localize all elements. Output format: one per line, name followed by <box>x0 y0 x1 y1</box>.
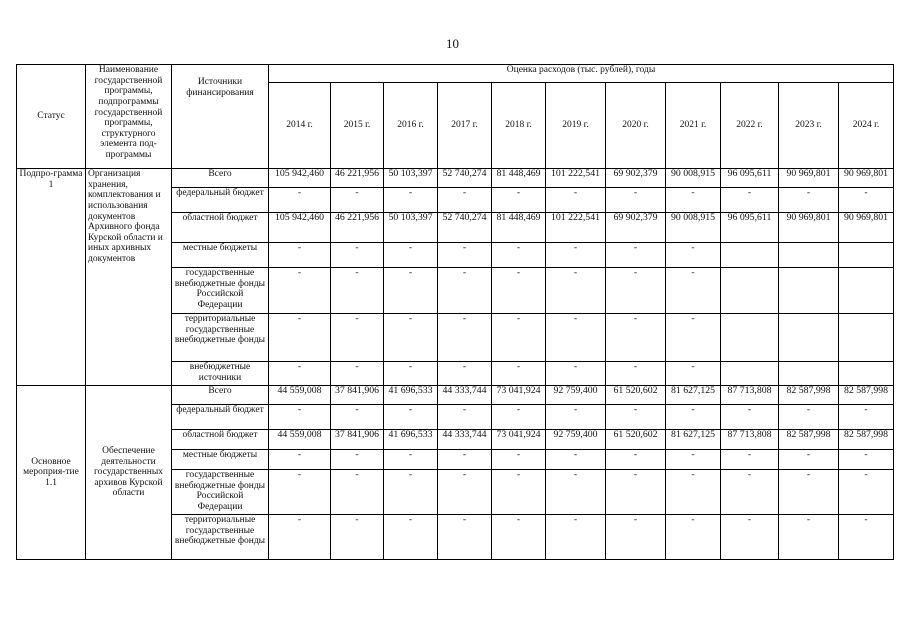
value-cell: 87 713,808 <box>721 430 779 450</box>
value-cell <box>839 362 894 386</box>
value-cell: 82 587,998 <box>839 430 894 450</box>
value-cell <box>721 243 779 268</box>
value-cell: 90 969,801 <box>839 213 894 243</box>
value-cell: 46 221,956 <box>331 213 384 243</box>
value-cell: - <box>331 268 384 314</box>
value-cell: - <box>546 362 606 386</box>
value-cell: - <box>839 405 894 430</box>
header-year: 2024 г. <box>839 83 894 169</box>
header-year: 2021 г. <box>666 83 721 169</box>
value-cell: - <box>384 515 438 560</box>
value-cell: - <box>269 314 331 362</box>
value-cell: - <box>438 243 492 268</box>
value-cell: 90 969,801 <box>779 213 839 243</box>
value-cell: - <box>331 515 384 560</box>
value-cell: - <box>331 450 384 470</box>
value-cell: - <box>546 450 606 470</box>
value-cell: - <box>438 362 492 386</box>
header-year: 2022 г. <box>721 83 779 169</box>
value-cell: - <box>721 470 779 515</box>
value-cell: 81 448,469 <box>492 169 546 188</box>
header-year: 2018 г. <box>492 83 546 169</box>
funding-source: федеральный бюджет <box>172 188 269 213</box>
header-estimate: Оценка расходов (тыс. рублей), годы <box>269 65 894 83</box>
value-cell: - <box>492 188 546 213</box>
value-cell: - <box>839 470 894 515</box>
value-cell: 90 008,915 <box>666 213 721 243</box>
value-cell: 61 520,602 <box>606 386 666 405</box>
value-cell: - <box>269 450 331 470</box>
value-cell: 81 448,469 <box>492 213 546 243</box>
value-cell: - <box>331 314 384 362</box>
value-cell: - <box>606 188 666 213</box>
value-cell: - <box>666 243 721 268</box>
value-cell: 52 740,274 <box>438 213 492 243</box>
value-cell: - <box>269 188 331 213</box>
funding-source: территориальные государственные внебюджетные фонды <box>172 515 269 560</box>
value-cell: - <box>666 188 721 213</box>
value-cell <box>779 268 839 314</box>
funding-source: федеральный бюджет <box>172 405 269 430</box>
value-cell <box>779 243 839 268</box>
header-year: 2017 г. <box>438 83 492 169</box>
value-cell: - <box>438 268 492 314</box>
budget-table <box>16 64 894 560</box>
value-cell: 101 222,541 <box>546 213 606 243</box>
value-cell: - <box>438 470 492 515</box>
value-cell <box>839 314 894 362</box>
funding-source: местные бюджеты <box>172 450 269 470</box>
value-cell: - <box>546 268 606 314</box>
value-cell: - <box>269 405 331 430</box>
value-cell: 90 969,801 <box>839 169 894 188</box>
row-name: Организация хранения, комплектования и использования документов Архивного фонда Курской области и иных архивных документов <box>86 169 172 386</box>
value-cell: - <box>666 314 721 362</box>
value-cell: 69 902,379 <box>606 213 666 243</box>
value-cell: - <box>384 188 438 213</box>
value-cell: - <box>384 405 438 430</box>
value-cell: 81 627,125 <box>666 386 721 405</box>
value-cell: - <box>269 243 331 268</box>
value-cell: 69 902,379 <box>606 169 666 188</box>
value-cell: - <box>331 188 384 213</box>
value-cell: - <box>492 515 546 560</box>
value-cell: - <box>606 243 666 268</box>
header-year: 2020 г. <box>606 83 666 169</box>
value-cell: - <box>438 188 492 213</box>
value-cell <box>779 362 839 386</box>
value-cell: - <box>492 362 546 386</box>
value-cell: 46 221,956 <box>331 169 384 188</box>
value-cell: - <box>331 470 384 515</box>
funding-source: Всего <box>172 386 269 405</box>
value-cell: 105 942,460 <box>269 213 331 243</box>
value-cell: 44 333,744 <box>438 430 492 450</box>
value-cell: - <box>384 243 438 268</box>
value-cell: - <box>606 314 666 362</box>
value-cell: - <box>546 515 606 560</box>
value-cell: - <box>438 515 492 560</box>
value-cell: - <box>546 243 606 268</box>
value-cell: - <box>546 188 606 213</box>
value-cell: 96 095,611 <box>721 213 779 243</box>
value-cell: - <box>606 362 666 386</box>
value-cell: - <box>269 268 331 314</box>
value-cell: 50 103,397 <box>384 169 438 188</box>
value-cell: - <box>606 515 666 560</box>
header-year: 2015 г. <box>331 83 384 169</box>
value-cell: - <box>666 450 721 470</box>
value-cell: - <box>438 405 492 430</box>
value-cell: 92 759,400 <box>546 386 606 405</box>
table-body <box>17 65 894 560</box>
value-cell: - <box>546 405 606 430</box>
value-cell: 92 759,400 <box>546 430 606 450</box>
value-cell: - <box>666 268 721 314</box>
value-cell: - <box>438 314 492 362</box>
header-sources: Источники финансирования <box>172 65 269 169</box>
funding-source: областной бюджет <box>172 213 269 243</box>
value-cell: 37 841,906 <box>331 386 384 405</box>
value-cell <box>779 314 839 362</box>
value-cell: - <box>492 243 546 268</box>
value-cell: 81 627,125 <box>666 430 721 450</box>
value-cell: - <box>606 405 666 430</box>
value-cell: - <box>269 470 331 515</box>
value-cell: - <box>666 405 721 430</box>
value-cell: - <box>331 405 384 430</box>
value-cell: 96 095,611 <box>721 169 779 188</box>
value-cell: 44 559,008 <box>269 386 331 405</box>
value-cell: - <box>721 188 779 213</box>
value-cell: - <box>839 450 894 470</box>
header-name: Наименование государственной программы, подпрограммы государственной программы, структурного элемента под-программы <box>86 65 172 169</box>
header-year: 2014 г. <box>269 83 331 169</box>
value-cell: - <box>546 314 606 362</box>
value-cell <box>721 362 779 386</box>
value-cell: 82 587,998 <box>779 430 839 450</box>
funding-source: государственные внебюджетные фонды Российской Федерации <box>172 470 269 515</box>
header-year: 2023 г. <box>779 83 839 169</box>
value-cell: - <box>666 362 721 386</box>
funding-source: областной бюджет <box>172 430 269 450</box>
value-cell: - <box>492 268 546 314</box>
header-year: 2019 г. <box>546 83 606 169</box>
value-cell: - <box>269 362 331 386</box>
value-cell: - <box>384 470 438 515</box>
table-row <box>17 169 894 188</box>
value-cell: 82 587,998 <box>779 386 839 405</box>
value-cell: 73 041,924 <box>492 430 546 450</box>
header-year: 2016 г. <box>384 83 438 169</box>
value-cell: - <box>384 450 438 470</box>
value-cell: - <box>606 268 666 314</box>
value-cell: - <box>384 268 438 314</box>
page-number: 10 <box>446 36 459 51</box>
row-status: Основное мероприя-тие 1.1 <box>17 386 86 560</box>
value-cell: 50 103,397 <box>384 213 438 243</box>
value-cell: - <box>492 314 546 362</box>
value-cell: - <box>492 470 546 515</box>
value-cell: 61 520,602 <box>606 430 666 450</box>
row-status: Подпро-грамма 1 <box>17 169 86 386</box>
value-cell: 41 696,533 <box>384 430 438 450</box>
value-cell: - <box>269 515 331 560</box>
funding-source: Всего <box>172 169 269 188</box>
funding-source: государственные внебюджетные фонды Российской Федерации <box>172 268 269 314</box>
value-cell: - <box>779 405 839 430</box>
funding-source: внебюджетные источники <box>172 362 269 386</box>
row-name: Обеспечение деятельности государственных архивов Курской области <box>86 386 172 560</box>
value-cell: - <box>779 470 839 515</box>
value-cell: - <box>546 470 606 515</box>
value-cell: 44 333,744 <box>438 386 492 405</box>
header-status: Статус <box>17 65 86 169</box>
value-cell: - <box>721 450 779 470</box>
value-cell: - <box>779 450 839 470</box>
value-cell <box>721 314 779 362</box>
value-cell: - <box>384 362 438 386</box>
value-cell: 101 222,541 <box>546 169 606 188</box>
value-cell: - <box>839 515 894 560</box>
value-cell <box>721 268 779 314</box>
value-cell: 90 008,915 <box>666 169 721 188</box>
value-cell: - <box>606 450 666 470</box>
value-cell: - <box>438 450 492 470</box>
value-cell: - <box>779 515 839 560</box>
value-cell: - <box>779 188 839 213</box>
value-cell: - <box>721 405 779 430</box>
value-cell: - <box>666 515 721 560</box>
value-cell: 82 587,998 <box>839 386 894 405</box>
value-cell: 41 696,533 <box>384 386 438 405</box>
value-cell: - <box>331 362 384 386</box>
header-row <box>17 65 894 83</box>
value-cell: 73 041,924 <box>492 386 546 405</box>
funding-source: территориальные государственные внебюджетные фонды <box>172 314 269 362</box>
value-cell: 44 559,008 <box>269 430 331 450</box>
value-cell: - <box>492 405 546 430</box>
value-cell: 87 713,808 <box>721 386 779 405</box>
value-cell: 105 942,460 <box>269 169 331 188</box>
value-cell: 52 740,274 <box>438 169 492 188</box>
value-cell: - <box>666 470 721 515</box>
value-cell: - <box>384 314 438 362</box>
value-cell: 90 969,801 <box>779 169 839 188</box>
value-cell: - <box>721 515 779 560</box>
funding-source: местные бюджеты <box>172 243 269 268</box>
value-cell: - <box>331 243 384 268</box>
value-cell: - <box>839 188 894 213</box>
value-cell: - <box>606 470 666 515</box>
value-cell <box>839 268 894 314</box>
value-cell: 37 841,906 <box>331 430 384 450</box>
value-cell <box>839 243 894 268</box>
value-cell: - <box>492 450 546 470</box>
table-row <box>17 386 894 405</box>
